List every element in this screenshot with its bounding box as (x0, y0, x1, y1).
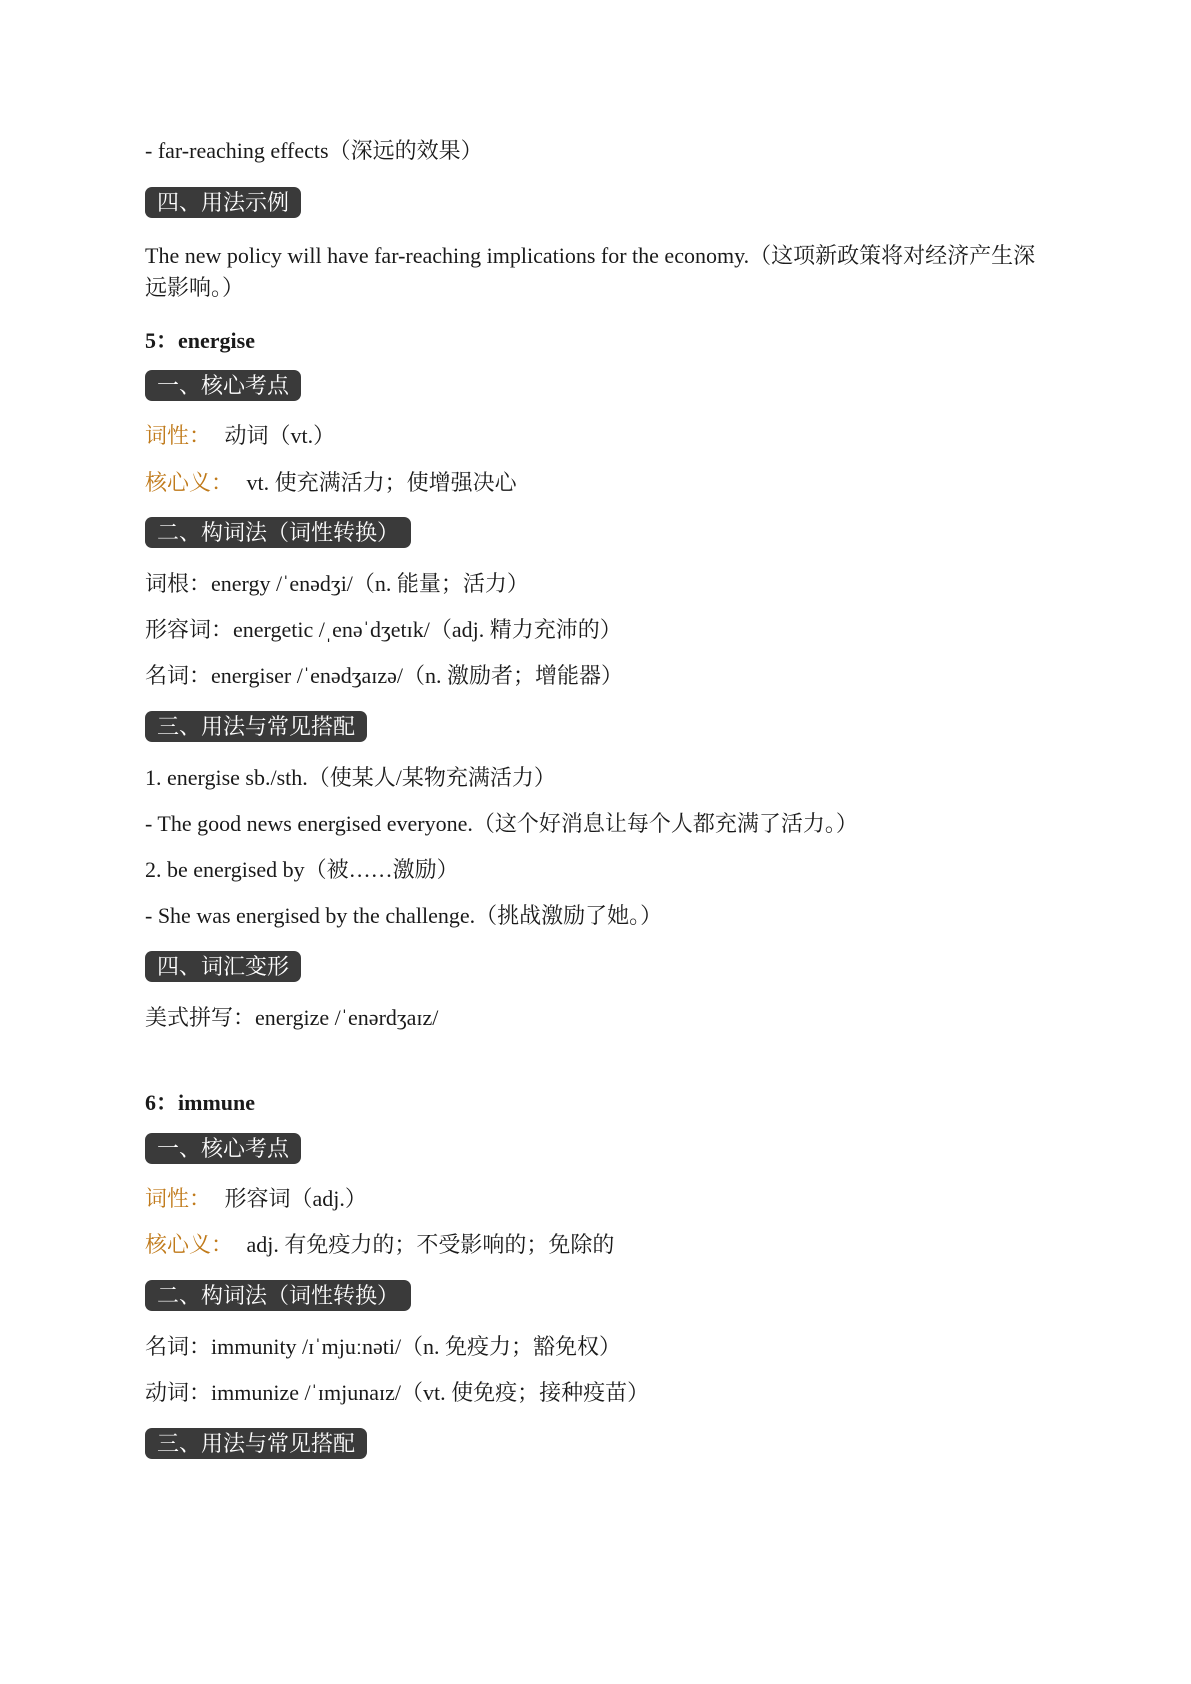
entry-5-formation-heading: 二、构词法（词性转换） (145, 517, 411, 548)
pos-value: 形容词（adj.） (224, 1186, 367, 1211)
entry-6-usage-heading: 三、用法与常见搭配 (145, 1428, 367, 1459)
entry-5-title: 5：energise (145, 328, 255, 353)
pos-label: 词性： (145, 423, 212, 448)
meaning-value: vt. 使充满活力；使增强决心 (246, 470, 517, 495)
usage-example-text: The new policy will have far-reaching implications for the economy.（这项新政策将对经济产生深远影响。） (145, 243, 1036, 300)
entry-5-variant-text: 美式拼写：energize /ˈenərdʒaɪz/ (145, 1005, 439, 1030)
entry-5-usage-1-example: - The good news energised everyone.（这个好消息让每个人都充满了活力。） (145, 811, 858, 836)
entry-5-usage-1: 1. energise sb./sth.（使某人/某物充满活力） (145, 765, 556, 790)
entry-5-variant-heading: 四、词汇变形 (145, 951, 301, 982)
entry-5-formation-noun: 名词：energiser /ˈenədʒaɪzə/（n. 激励者；增能器） (145, 663, 623, 688)
entry-5-usage-2: 2. be energised by（被……激励） (145, 857, 459, 882)
entry-6-formation-heading: 二、构词法（词性转换） (145, 1280, 411, 1311)
entry-6-pos-line (145, 1184, 367, 1214)
far-reaching-effects-line: - far-reaching effects（深远的效果） (145, 138, 483, 163)
entry-6-core-heading: 一、核心考点 (145, 1133, 301, 1164)
meaning-label: 核心义： (145, 1232, 234, 1257)
entry-5-usage-2-example: - She was energised by the challenge.（挑战激励了她。） (145, 903, 663, 928)
entry-5-pos-line (145, 421, 335, 451)
entry-5-usage-heading: 三、用法与常见搭配 (145, 711, 367, 742)
pos-label: 词性： (145, 1186, 212, 1211)
entry-5-core-heading: 一、核心考点 (145, 370, 301, 401)
entry-6-title: 6：immune (145, 1090, 256, 1115)
entry-5-formation-root: 词根：energy /ˈenədʒi/（n. 能量；活力） (145, 571, 529, 596)
entry-5-formation-adj: 形容词：energetic /ˌenəˈdʒetɪk/（adj. 精力充沛的） (145, 617, 622, 642)
usage-example-heading: 四、用法示例 (145, 187, 301, 218)
meaning-label: 核心义： (145, 470, 234, 495)
entry-6-meaning-line (145, 1230, 614, 1260)
entry-5-meaning-line (145, 468, 517, 498)
entry-6-formation-verb: 动词：immunize /ˈɪmjunaɪz/（vt. 使免疫；接种疫苗） (145, 1380, 650, 1405)
entry-6-formation-noun: 名词：immunity /ɪˈmjuːnəti/（n. 免疫力；豁免权） (145, 1334, 622, 1359)
meaning-value: adj. 有免疫力的；不受影响的；免除的 (246, 1232, 615, 1257)
pos-value: 动词（vt.） (224, 423, 336, 448)
